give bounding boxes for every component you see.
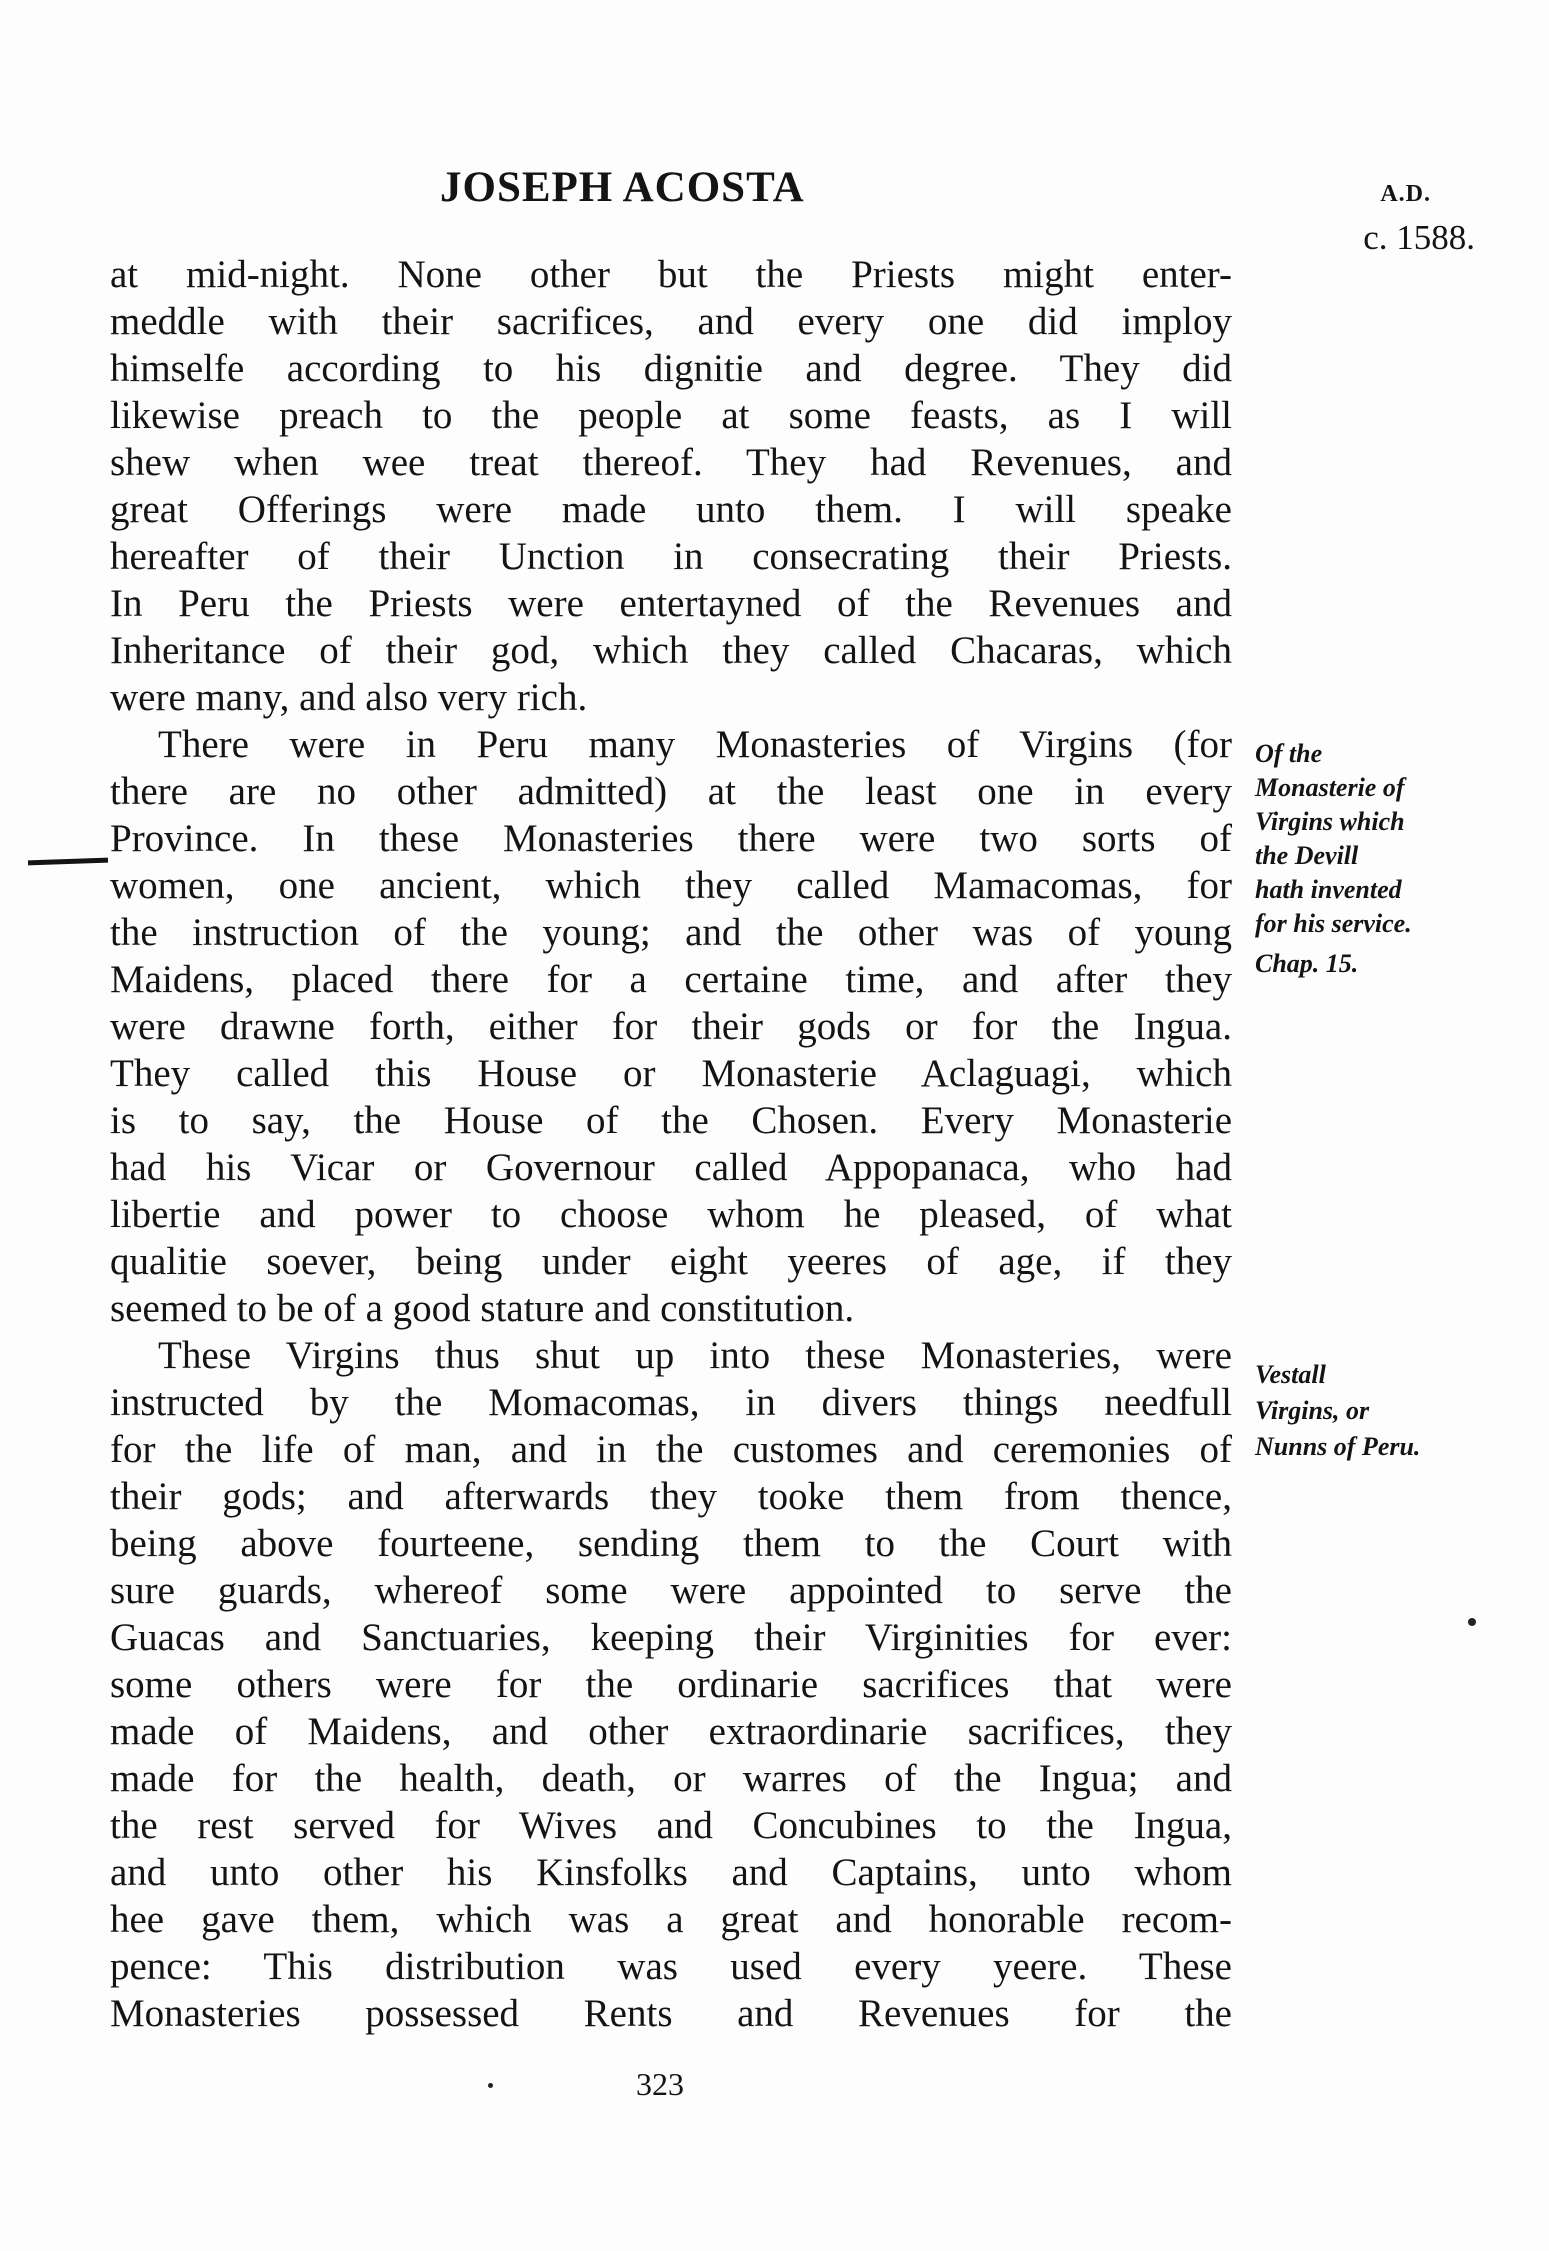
text-line: pence: This distribution was used every yeere. These — [110, 1945, 1232, 1988]
text-line: instructed by the Momacomas, in divers things needfull — [110, 1381, 1232, 1424]
text-line: sure guards, whereof some were appointed to serve the — [110, 1569, 1232, 1612]
text-line: qualitie soever, being under eight yeeres of age, if they — [110, 1240, 1232, 1283]
text-line: hereafter of their Unction in consecrating their Priests. — [110, 535, 1232, 578]
sidenote-line: hath invented — [1255, 875, 1402, 904]
text-line: Province. In these Monasteries there were two sorts of — [110, 817, 1232, 860]
sidenote-vestall-virgins — [1255, 1357, 1455, 1465]
date-label: A.D. — [1380, 181, 1431, 207]
sidenote-line: for his service. — [1255, 909, 1412, 938]
sidenote-line: the Devill — [1255, 841, 1359, 870]
text-line: there are no other admitted) at the least one in every — [110, 770, 1232, 813]
date-marginal-note — [1295, 172, 1475, 260]
text-line: their gods; and afterwards they tooke them from thence, — [110, 1475, 1232, 1518]
text-line: himselfe according to his dignitie and degree. They did — [110, 347, 1232, 390]
sidenote-chapter: Chap. 15. — [1255, 949, 1359, 978]
text-line: some others were for the ordinarie sacrifices that were — [110, 1663, 1232, 1706]
text-line: being above fourteene, sending them to the Court with — [110, 1522, 1232, 1565]
text-line: They called this House or Monasterie Aclaguagi, which — [110, 1052, 1232, 1095]
sidenote-line: Virgins, or — [1255, 1396, 1370, 1425]
text-line: made for the health, death, or warres of the Ingua; and — [110, 1757, 1232, 1800]
paragraph-start-line: These Virgins thus shut up into these Monasteries, were — [158, 1334, 1232, 1377]
text-line: the rest served for Wives and Concubines to the Ingua, — [110, 1804, 1232, 1847]
text-line: for the life of man, and in the customes and ceremonies of — [110, 1428, 1232, 1471]
text-line: is to say, the House of the Chosen. Every Monasterie — [110, 1099, 1232, 1142]
text-line: Inheritance of their god, which they called Chacaras, which — [110, 629, 1232, 672]
date-year: c. 1588. — [1363, 218, 1475, 257]
sidenote-line: Of the — [1255, 739, 1323, 768]
text-line: Guacas and Sanctuaries, keeping their Virginities for ever: — [110, 1616, 1232, 1659]
text-line: shew when wee treat thereof. They had Revenues, and — [110, 441, 1232, 484]
text-line: likewise preach to the people at some feasts, as I will — [110, 394, 1232, 437]
text-line: made of Maidens, and other extraordinarie sacrifices, they — [110, 1710, 1232, 1753]
sidenote-line: Virgins which — [1255, 807, 1405, 836]
text-line: women, one ancient, which they called Mamacomas, for — [110, 864, 1232, 907]
print-speck — [488, 2083, 493, 2088]
text-line: were many, and also very rich. — [110, 676, 588, 719]
text-line: were drawne forth, either for their gods or for the Ingua. — [110, 1005, 1232, 1048]
text-line: Monasteries possessed Rents and Revenues for the — [110, 1992, 1232, 2035]
sidenote-line: Vestall — [1255, 1360, 1326, 1389]
body-text — [110, 251, 1232, 2037]
text-line: libertie and power to choose whom he pleased, of what — [110, 1193, 1232, 1236]
sidenote-monasterie-of-virgins — [1255, 737, 1455, 987]
text-line: hee gave them, which was a great and honorable recom- — [110, 1898, 1232, 1941]
text-line: and unto other his Kinsfolks and Captains, unto whom — [110, 1851, 1232, 1894]
text-line: seemed to be of a good stature and constitution. — [110, 1287, 855, 1330]
page-number: 323 — [636, 2066, 684, 2102]
text-line: at mid-night. None other but the Priests might enter- — [110, 253, 1232, 296]
text-line: great Offerings were made unto them. I will speake — [110, 488, 1232, 531]
text-line: had his Vicar or Governour called Appopanaca, who had — [110, 1146, 1232, 1189]
text-line: In Peru the Priests were entertayned of the Revenues and — [110, 582, 1232, 625]
sidenote-line: Nunns of Peru. — [1255, 1432, 1421, 1461]
text-line: the instruction of the young; and the other was of young — [110, 911, 1232, 954]
margin-pencil-mark — [28, 858, 108, 866]
text-line: meddle with their sacrifices, and every one did imploy — [110, 300, 1232, 343]
sidenote-line: Monasterie of — [1255, 773, 1405, 802]
running-title: JOSEPH ACOSTA — [440, 164, 805, 211]
print-speck — [1468, 1618, 1476, 1626]
paragraph-start-line: There were in Peru many Monasteries of Virgins (for — [158, 723, 1232, 766]
text-line: Maidens, placed there for a certaine time, and after they — [110, 958, 1232, 1001]
